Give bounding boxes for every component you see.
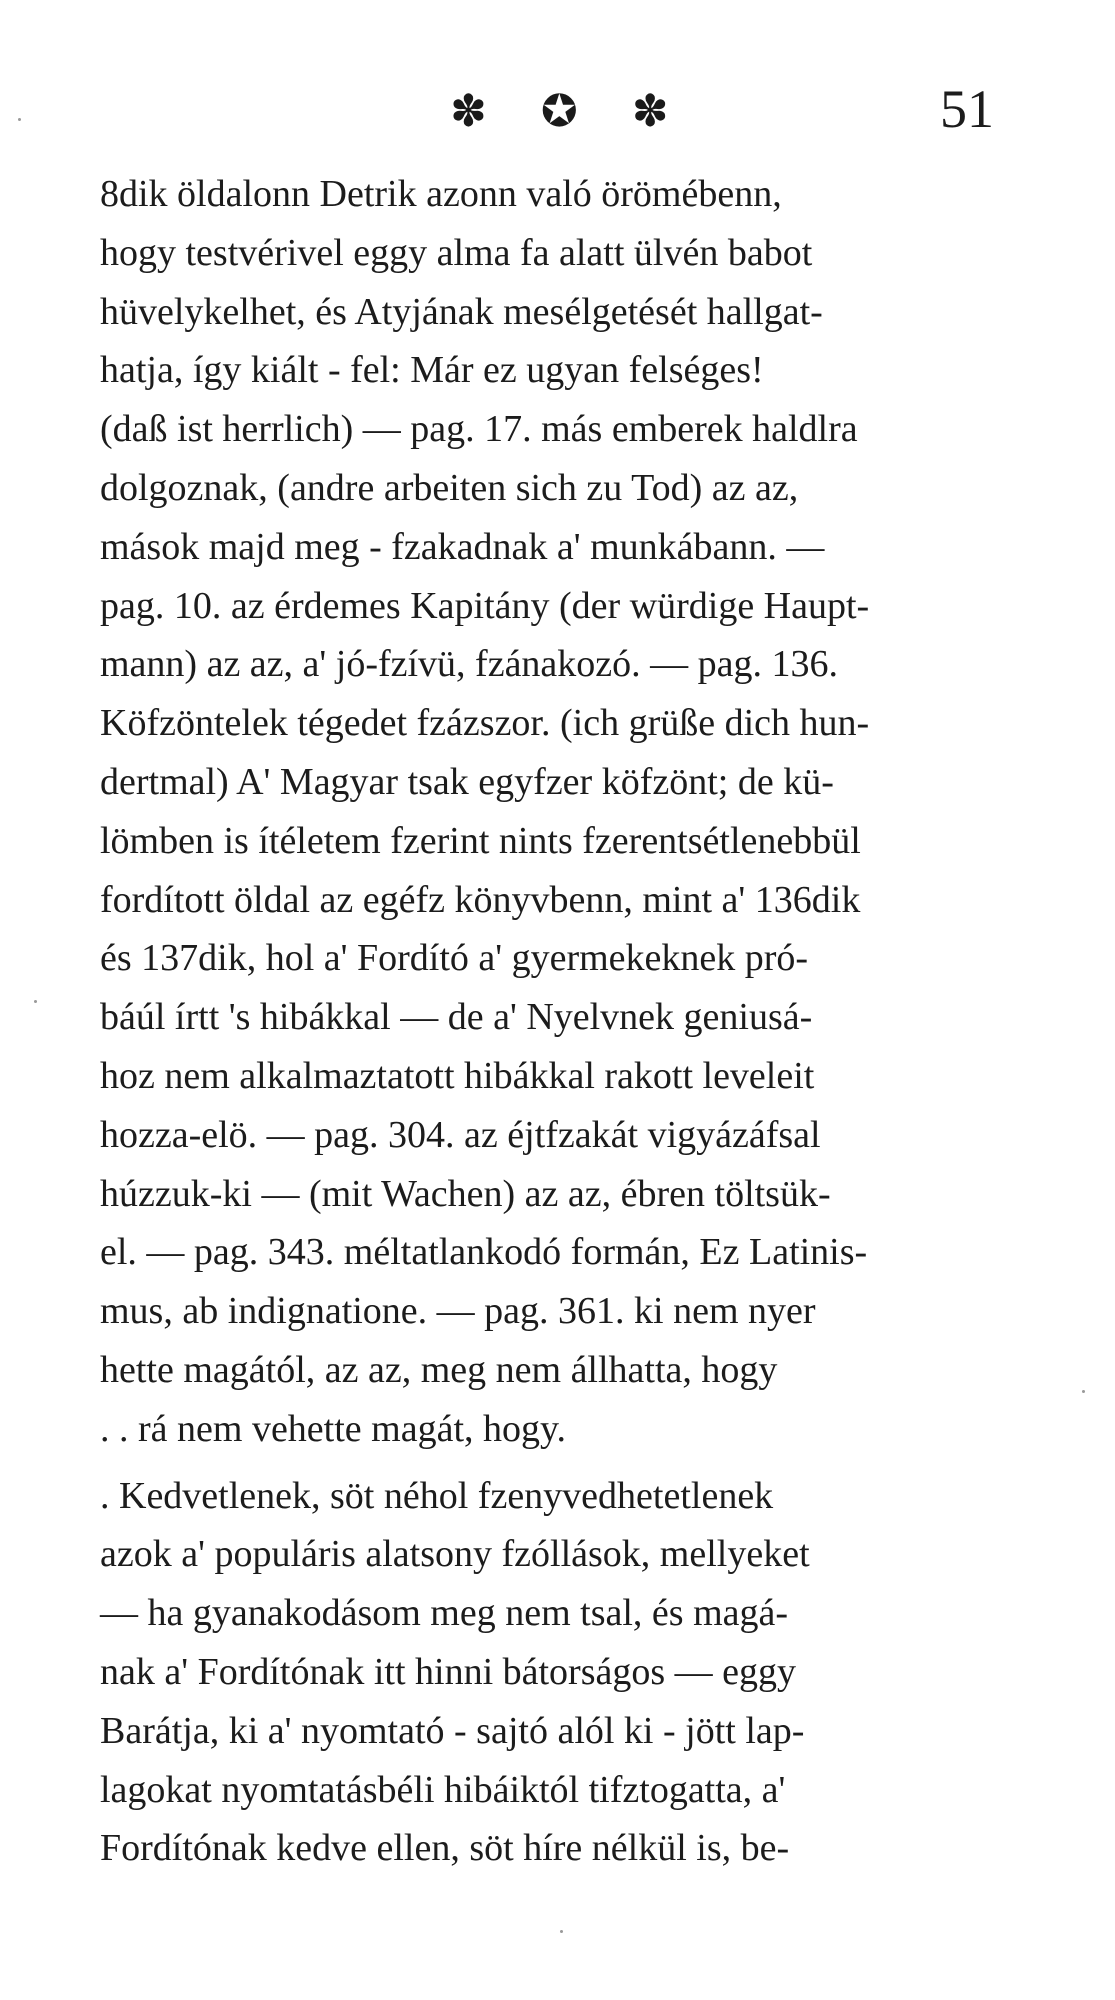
- text-line-1: 8dik öldalonn Detrik azonn való örömébenn,: [100, 173, 782, 215]
- text-line-10: Köfzöntelek tégedet fzázszor. (ich grüße dich hun-: [100, 702, 870, 745]
- text-line-5: (daß ist herrlich) — pag. 17. más emberek haldlra: [100, 408, 858, 451]
- text-line-27: Barátja, ki a' nyomtató - sajtó alól ki - jött lap-: [100, 1709, 805, 1752]
- text-line-26: nak a' Fordítónak itt hinni bátorságos — eggy: [100, 1650, 797, 1693]
- text-line-11: dertmal) A' Magyar tsak egyfzer köfzönt; de kü-: [100, 760, 834, 803]
- paper-speck: [1082, 1390, 1085, 1393]
- page-header: [0, 72, 1115, 142]
- page-body: [100, 165, 1050, 1878]
- text-line-23: . Kedvetlenek, söt néhol fzenyvedhetetlenek: [100, 1474, 774, 1517]
- text-line-13: fordított öldal az egéfz könyvbenn, mint a' 136dik: [100, 878, 861, 921]
- text-line-24: azok a' populáris alatsony fzóllások, mellyeket: [100, 1533, 810, 1576]
- text-line-8: pag. 10. az érdemes Kapitány (der würdige Haupt-: [100, 584, 870, 627]
- text-line-29: Fordítónak kedve ellen, söt híre nélkül is, be-: [100, 1827, 790, 1870]
- text-line-25: — ha gyanakodásom meg nem tsal, és magá-: [100, 1592, 789, 1635]
- text-line-9: mann) az az, a' jó-fzívü, fzánakozó. — pag. 136.: [100, 643, 839, 686]
- text-line-3: hüvelykelhet, és Atyjának mesélgetését hallgat-: [100, 290, 823, 333]
- text-line-15: báúl írtt 's hibákkal — de a' Nyelvnek geniusá-: [100, 996, 813, 1039]
- paper-speck: [560, 1930, 563, 1933]
- text-line-4: hatja, így kiált - fel: Már ez ugyan felséges!: [100, 349, 764, 392]
- header-ornament: ✽ ✪ ✽: [450, 86, 689, 137]
- text-line-19: el. — pag. 343. méltatlankodó formán, Ez Latinis-: [100, 1231, 868, 1274]
- text-line-2: hogy testvérivel eggy alma fa alatt ülvén babot: [100, 231, 813, 274]
- text-line-12: lömben is ítéletem fzerint nints fzerentsétlenebbül: [100, 819, 861, 862]
- paper-speck: [18, 118, 21, 121]
- text-line-6: dolgoznak, (andre arbeiten sich zu Tod) az az,: [100, 466, 799, 509]
- text-line-21: hette magától, az az, meg nem állhatta, hogy: [100, 1348, 778, 1391]
- text-line-20: mus, ab indignatione. — pag. 361. ki nem nyer: [100, 1290, 816, 1333]
- text-line-7: mások majd meg - fzakadnak a' munkábann. —: [100, 525, 825, 568]
- text-line-28: lagokat nyomtatásbéli hibáiktól tifztogatta, a': [100, 1768, 786, 1811]
- page-number: 51: [940, 79, 994, 139]
- text-line-18: húzzuk-ki — (mit Wachen) az az, ébren töltsük-: [100, 1172, 831, 1215]
- text-line-16: hoz nem alkalmaztatott hibákkal rakott leveleit: [100, 1054, 815, 1097]
- text-line-22: . . rá nem vehette magát, hogy.: [100, 1407, 567, 1450]
- paper-speck: [34, 1000, 37, 1003]
- text-line-14: és 137dik, hol a' Fordító a' gyermekeknek pró-: [100, 937, 809, 980]
- paragraph-gap: [100, 1459, 1050, 1467]
- text-line-17: hozza-elö. — pag. 304. az éjtfzakát vigyázáfsal: [100, 1113, 821, 1156]
